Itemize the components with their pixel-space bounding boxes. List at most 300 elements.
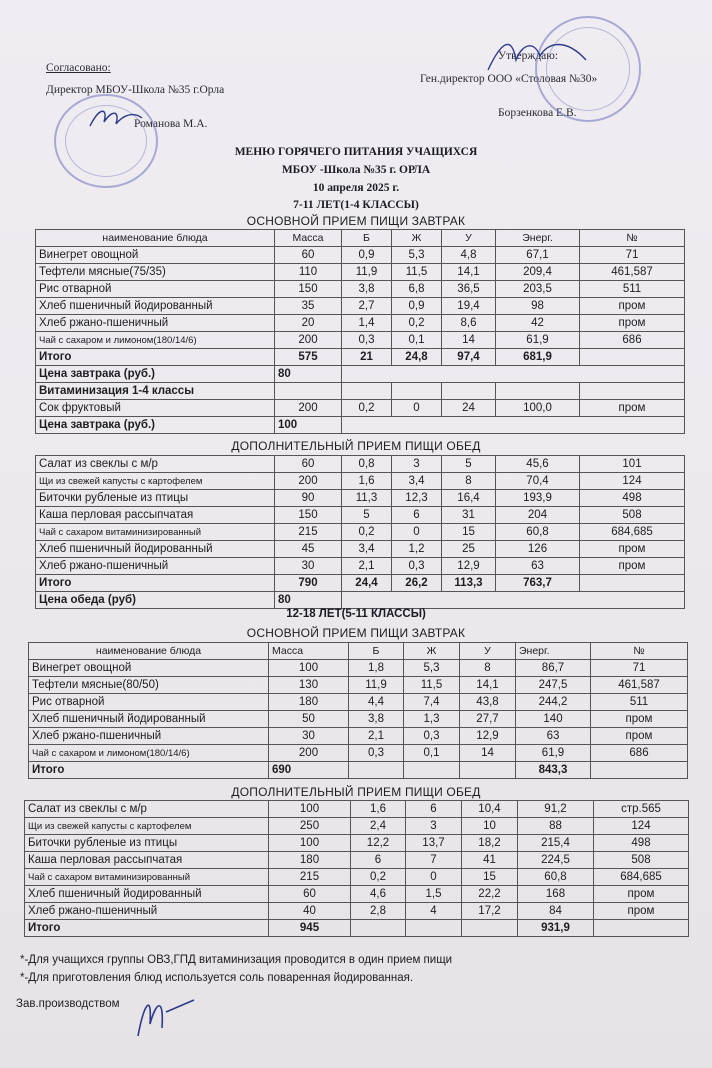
g2-lunch-table	[24, 800, 689, 937]
col-header: Энерг.	[496, 230, 580, 247]
signer-label: Зав.производством	[16, 998, 120, 1010]
dish-value: 1,5	[406, 886, 462, 903]
signature-left	[86, 104, 146, 132]
total-cell: 931,9	[518, 920, 594, 937]
col-header: Энерг.	[516, 643, 591, 660]
dish-row	[36, 507, 685, 524]
dish-name: Биточки рубленые из птицы	[25, 835, 269, 852]
col-header: Ж	[392, 230, 442, 247]
dish-value: пром	[580, 541, 685, 558]
dish-value: 3	[406, 818, 462, 835]
price-row	[36, 417, 685, 434]
dish-row	[25, 801, 689, 818]
dish-value: 67,1	[496, 247, 580, 264]
dish-value: 0	[406, 869, 462, 886]
dish-row	[29, 677, 688, 694]
dish-row	[29, 660, 688, 677]
dish-value: 1,2	[392, 541, 442, 558]
dish-value: 224,5	[518, 852, 594, 869]
dish-value: 4	[406, 903, 462, 920]
dish-value: 12,2	[351, 835, 406, 852]
dish-value: 0,9	[392, 298, 442, 315]
total-row	[25, 920, 689, 937]
dish-value: 16,4	[442, 490, 496, 507]
dish-value: 209,4	[496, 264, 580, 281]
dish-value: 2,1	[349, 728, 404, 745]
dish-name: Чай с сахаром витаминизированный	[25, 869, 269, 886]
dish-name: Хлеб ржано-пшеничный	[29, 728, 269, 745]
dish-value: 6	[351, 852, 406, 869]
dish-value: 35	[275, 298, 342, 315]
dish-value: 13,7	[406, 835, 462, 852]
dish-value: 150	[275, 507, 342, 524]
dish-name: Щи из свежей капусты с картофелем	[25, 818, 269, 835]
dish-value: стр.565	[594, 801, 689, 818]
dish-value: 200	[275, 473, 342, 490]
total-cell	[351, 920, 406, 937]
dish-value: 5,3	[404, 660, 460, 677]
dish-name: Винегрет овощной	[36, 247, 275, 264]
dish-value: 98	[496, 298, 580, 315]
name-right: Борзенкова Е.В.	[498, 107, 577, 119]
dish-name: Щи из свежей капусты с картофелем	[36, 473, 275, 490]
dish-name: Хлеб пшеничный йодированный	[36, 541, 275, 558]
total-cell: 945	[269, 920, 351, 937]
juice-row	[36, 400, 685, 417]
price-row	[36, 366, 685, 383]
dish-value: 6	[392, 507, 442, 524]
dish-row	[25, 886, 689, 903]
vitamin-label: Витаминизация 1-4 классы	[36, 383, 275, 400]
dish-value: 0,3	[392, 558, 442, 575]
dish-value: пром	[580, 558, 685, 575]
dish-value: 1,4	[342, 315, 392, 332]
dish-name: Тефтели мясные(75/35)	[36, 264, 275, 281]
total-cell	[591, 762, 688, 779]
dish-value: 508	[580, 507, 685, 524]
dish-value: 5	[342, 507, 392, 524]
dish-value: 250	[269, 818, 351, 835]
dish-value: 45	[275, 541, 342, 558]
dish-value: 0	[392, 524, 442, 541]
dish-value: 215	[275, 524, 342, 541]
total-cell: 575	[275, 349, 342, 366]
name-left: Романова М.А.	[134, 118, 208, 130]
price-label: Цена обеда (руб)	[36, 592, 275, 609]
dish-value: 140	[516, 711, 591, 728]
dish-value: 686	[591, 745, 688, 762]
table-header-row	[36, 230, 685, 247]
dish-name: Винегрет овощной	[29, 660, 269, 677]
g1-lunch-title: ДОПОЛНИТЕЛЬНЫЙ ПРИЕМ ПИЩИ ОБЕД	[231, 439, 481, 453]
total-cell: 21	[342, 349, 392, 366]
dish-value: 10	[462, 818, 518, 835]
g1-lunch-table	[35, 455, 685, 609]
dish-value: 4,8	[442, 247, 496, 264]
dish-value: пром	[591, 711, 688, 728]
cell: 0	[392, 400, 442, 417]
dish-value: пром	[594, 886, 689, 903]
dish-value: 130	[269, 677, 349, 694]
dish-value: 12,9	[442, 558, 496, 575]
dish-row	[36, 281, 685, 298]
dish-value: 8	[442, 473, 496, 490]
dish-value: 2,7	[342, 298, 392, 315]
dish-value: 0,1	[404, 745, 460, 762]
dish-value: 60,8	[518, 869, 594, 886]
dish-value: 84	[518, 903, 594, 920]
dish-row	[36, 490, 685, 507]
dish-value: 18,2	[462, 835, 518, 852]
dish-value: 7	[406, 852, 462, 869]
dish-value: 684,685	[580, 524, 685, 541]
dish-value: 10,4	[462, 801, 518, 818]
total-cell	[404, 762, 460, 779]
dish-value: пром	[580, 315, 685, 332]
dish-value: 244,2	[516, 694, 591, 711]
total-cell	[460, 762, 516, 779]
dish-value: 215	[269, 869, 351, 886]
dish-value: 60,8	[496, 524, 580, 541]
dish-row	[25, 818, 689, 835]
dish-value: 0,8	[342, 456, 392, 473]
dish-value: пром	[580, 298, 685, 315]
dish-value: 3,4	[392, 473, 442, 490]
dish-row	[36, 298, 685, 315]
g2-age-title: 12-18 ЛЕТ(5-11 КЛАССЫ)	[286, 608, 426, 620]
dish-value: 2,8	[351, 903, 406, 920]
dish-name: Каша перловая рассыпчатая	[36, 507, 275, 524]
dish-value: 6	[406, 801, 462, 818]
total-cell	[580, 575, 685, 592]
dish-value: 31	[442, 507, 496, 524]
note-2: *-Для приготовления блюд используется соль поваренная йодированная.	[20, 972, 414, 984]
dish-name: Чай с сахаром и лимоном(180/14/6)	[29, 745, 269, 762]
dish-row	[29, 728, 688, 745]
col-header: Б	[349, 643, 404, 660]
dish-name: Хлеб пшеничный йодированный	[29, 711, 269, 728]
empty-cell	[342, 417, 685, 434]
dish-name: Рис отварной	[29, 694, 269, 711]
dish-name: Хлеб пшеничный йодированный	[25, 886, 269, 903]
cell: пром	[580, 400, 685, 417]
dish-row	[36, 315, 685, 332]
dish-value: 498	[580, 490, 685, 507]
dish-value: 27,7	[460, 711, 516, 728]
dish-value: 60	[275, 456, 342, 473]
total-cell: 843,3	[516, 762, 591, 779]
dish-row	[25, 869, 689, 886]
dish-value: 17,2	[462, 903, 518, 920]
total-cell: 113,3	[442, 575, 496, 592]
dish-value: 0,3	[349, 745, 404, 762]
dish-value: 50	[269, 711, 349, 728]
dish-value: 90	[275, 490, 342, 507]
dish-name: Хлеб ржано-пшеничный	[25, 903, 269, 920]
dish-value: 203,5	[496, 281, 580, 298]
dish-value: 110	[275, 264, 342, 281]
dish-value: 511	[580, 281, 685, 298]
col-header: наименование блюда	[29, 643, 269, 660]
total-cell	[580, 349, 685, 366]
dish-value: 0,9	[342, 247, 392, 264]
total-cell	[349, 762, 404, 779]
col-header: №	[580, 230, 685, 247]
dish-value: 60	[269, 886, 351, 903]
total-cell: Итого	[29, 762, 269, 779]
dish-value: 43,8	[460, 694, 516, 711]
price-value: 80	[275, 592, 342, 609]
title-line-1: МЕНЮ ГОРЯЧЕГО ПИТАНИЯ УЧАЩИХСЯ	[234, 146, 478, 158]
dish-value: 1,3	[404, 711, 460, 728]
dish-value: пром	[594, 903, 689, 920]
dish-value: 6,8	[392, 281, 442, 298]
cell: 0,2	[342, 400, 392, 417]
dish-value: 686	[580, 332, 685, 349]
dish-value: 2,4	[351, 818, 406, 835]
dish-name: Хлеб ржано-пшеничный	[36, 558, 275, 575]
dish-value: 88	[518, 818, 594, 835]
dish-value: 204	[496, 507, 580, 524]
dish-row	[36, 558, 685, 575]
dish-value: 124	[594, 818, 689, 835]
dish-value: 22,2	[462, 886, 518, 903]
dish-row	[36, 473, 685, 490]
title-line-4: 7-11 ЛЕТ(1-4 КЛАССЫ)	[293, 199, 419, 211]
dish-value: 247,5	[516, 677, 591, 694]
dish-value: 60	[275, 247, 342, 264]
signature-right	[482, 30, 592, 80]
empty-cell	[342, 366, 685, 383]
dish-value: 3	[392, 456, 442, 473]
dish-value: 3,4	[342, 541, 392, 558]
approved-left: Согласовано:	[46, 62, 111, 74]
dish-value: 8,6	[442, 315, 496, 332]
total-cell: 26,2	[392, 575, 442, 592]
dish-value: 8	[460, 660, 516, 677]
dish-value: 86,7	[516, 660, 591, 677]
dish-value: 215,4	[518, 835, 594, 852]
dish-row	[36, 247, 685, 264]
dish-value: 180	[269, 852, 351, 869]
dish-row	[25, 852, 689, 869]
dish-value: 14,1	[460, 677, 516, 694]
dish-value: 19,4	[442, 298, 496, 315]
dish-value: 193,9	[496, 490, 580, 507]
dish-value: 1,8	[349, 660, 404, 677]
cell: Сок фруктовый	[36, 400, 275, 417]
dish-name: Каша перловая рассыпчатая	[25, 852, 269, 869]
empty-cell	[342, 592, 685, 609]
total-cell: 790	[275, 575, 342, 592]
total-cell: 24,8	[392, 349, 442, 366]
dish-value: 508	[594, 852, 689, 869]
dish-value: 63	[496, 558, 580, 575]
dish-name: Салат из свеклы с м/р	[36, 456, 275, 473]
dish-value: 11,9	[342, 264, 392, 281]
dish-value: 150	[275, 281, 342, 298]
dish-value: 2,1	[342, 558, 392, 575]
total-cell: 97,4	[442, 349, 496, 366]
dish-value: 0,3	[342, 332, 392, 349]
col-header: Ж	[404, 643, 460, 660]
dish-value: 1,6	[342, 473, 392, 490]
dish-row	[29, 711, 688, 728]
dish-name: Хлеб пшеничный йодированный	[36, 298, 275, 315]
dish-value: 40	[269, 903, 351, 920]
total-cell: 690	[269, 762, 349, 779]
dish-value: 461,587	[591, 677, 688, 694]
dish-value: пром	[591, 728, 688, 745]
cell: 100,0	[496, 400, 580, 417]
dish-value: 20	[275, 315, 342, 332]
col-header: У	[460, 643, 516, 660]
dish-value: 70,4	[496, 473, 580, 490]
table-header-row	[29, 643, 688, 660]
dish-value: 71	[591, 660, 688, 677]
dish-value: 61,9	[496, 332, 580, 349]
total-cell	[594, 920, 689, 937]
total-cell	[462, 920, 518, 937]
dish-value: 3,8	[342, 281, 392, 298]
dish-value: 461,587	[580, 264, 685, 281]
dish-value: 42	[496, 315, 580, 332]
dish-row	[29, 694, 688, 711]
dish-value: 63	[516, 728, 591, 745]
dish-row	[36, 541, 685, 558]
director-right: Ген.директор ООО «Столовая №30»	[420, 73, 598, 85]
total-row	[36, 575, 685, 592]
dish-row	[25, 903, 689, 920]
total-cell: 763,7	[496, 575, 580, 592]
dish-row	[36, 332, 685, 349]
dish-value: 168	[518, 886, 594, 903]
dish-value: 14	[442, 332, 496, 349]
dish-value: 15	[442, 524, 496, 541]
dish-value: 200	[269, 745, 349, 762]
dish-name: Чай с сахаром и лимоном(180/14/6)	[36, 332, 275, 349]
dish-value: 14	[460, 745, 516, 762]
dish-value: 126	[496, 541, 580, 558]
total-cell	[406, 920, 462, 937]
dish-value: 200	[275, 332, 342, 349]
dish-name: Чай с сахаром витаминизированный	[36, 524, 275, 541]
dish-value: 30	[269, 728, 349, 745]
dish-value: 4,4	[349, 694, 404, 711]
cell: 24	[442, 400, 496, 417]
price-value: 80	[275, 366, 342, 383]
dish-value: 1,6	[351, 801, 406, 818]
dish-row	[36, 524, 685, 541]
dish-value: 5,3	[392, 247, 442, 264]
dish-value: 101	[580, 456, 685, 473]
dish-value: 61,9	[516, 745, 591, 762]
total-cell: Итого	[36, 349, 275, 366]
dish-name: Салат из свеклы с м/р	[25, 801, 269, 818]
dish-value: 7,4	[404, 694, 460, 711]
dish-value: 511	[591, 694, 688, 711]
dish-value: 45,6	[496, 456, 580, 473]
dish-value: 124	[580, 473, 685, 490]
dish-value: 30	[275, 558, 342, 575]
dish-value: 14,1	[442, 264, 496, 281]
col-header: №	[591, 643, 688, 660]
dish-value: 180	[269, 694, 349, 711]
vitamin-row	[36, 383, 685, 400]
total-cell: 681,9	[496, 349, 580, 366]
g1-breakfast-table	[35, 229, 685, 434]
dish-name: Хлеб ржано-пшеничный	[36, 315, 275, 332]
dish-value: 11,5	[404, 677, 460, 694]
title-line-2: МБОУ -Школа №35 г. ОРЛА	[281, 164, 431, 176]
dish-name: Рис отварной	[36, 281, 275, 298]
title-line-3: 10 апреля 2025 г.	[312, 182, 400, 194]
dish-name: Тефтели мясные(80/50)	[29, 677, 269, 694]
dish-row	[36, 456, 685, 473]
total-row	[29, 762, 688, 779]
dish-value: 100	[269, 660, 349, 677]
dish-value: 684,685	[594, 869, 689, 886]
dish-row	[29, 745, 688, 762]
dish-value: 0,1	[392, 332, 442, 349]
dish-value: 12,3	[392, 490, 442, 507]
dish-value: 4,6	[351, 886, 406, 903]
price-value: 100	[275, 417, 342, 434]
dish-value: 3,8	[349, 711, 404, 728]
dish-value: 0,3	[404, 728, 460, 745]
price-row	[36, 592, 685, 609]
dish-value: 11,9	[349, 677, 404, 694]
dish-value: 100	[269, 801, 351, 818]
dish-value: 11,3	[342, 490, 392, 507]
dish-row	[36, 264, 685, 281]
dish-value: 91,2	[518, 801, 594, 818]
dish-value: 498	[594, 835, 689, 852]
dish-value: 36,5	[442, 281, 496, 298]
g2-breakfast-title: ОСНОВНОЙ ПРИЕМ ПИЩИ ЗАВТРАК	[246, 626, 466, 640]
dish-value: 0,2	[392, 315, 442, 332]
dish-row	[25, 835, 689, 852]
total-row	[36, 349, 685, 366]
col-header: У	[442, 230, 496, 247]
director-left: Директор МБОУ-Школа №35 г.Орла	[46, 84, 225, 96]
signature-bottom	[128, 984, 208, 1044]
dish-value: 15	[462, 869, 518, 886]
col-header: Масса	[275, 230, 342, 247]
dish-value: 41	[462, 852, 518, 869]
dish-value: 25	[442, 541, 496, 558]
dish-value: 11,5	[392, 264, 442, 281]
g2-breakfast-table	[28, 642, 688, 779]
dish-value: 71	[580, 247, 685, 264]
dish-value: 100	[269, 835, 351, 852]
note-1: *-Для учащихся группы ОВЗ,ГПД витаминизация проводится в один прием пищи	[20, 954, 453, 966]
total-cell: Итого	[25, 920, 269, 937]
g1-breakfast-title: ОСНОВНОЙ ПРИЕМ ПИЩИ ЗАВТРАК	[246, 214, 466, 228]
dish-value: 0,2	[342, 524, 392, 541]
dish-name: Биточки рубленые из птицы	[36, 490, 275, 507]
col-header: Масса	[269, 643, 349, 660]
g2-lunch-title: ДОПОЛНИТЕЛЬНЫЙ ПРИЕМ ПИЩИ ОБЕД	[231, 785, 481, 799]
col-header: наименование блюда	[36, 230, 275, 247]
dish-value: 5	[442, 456, 496, 473]
cell: 200	[275, 400, 342, 417]
col-header: Б	[342, 230, 392, 247]
total-cell: Итого	[36, 575, 275, 592]
dish-value: 0,2	[351, 869, 406, 886]
dish-value: 12,9	[460, 728, 516, 745]
price-label: Цена завтрака (руб.)	[36, 366, 275, 383]
